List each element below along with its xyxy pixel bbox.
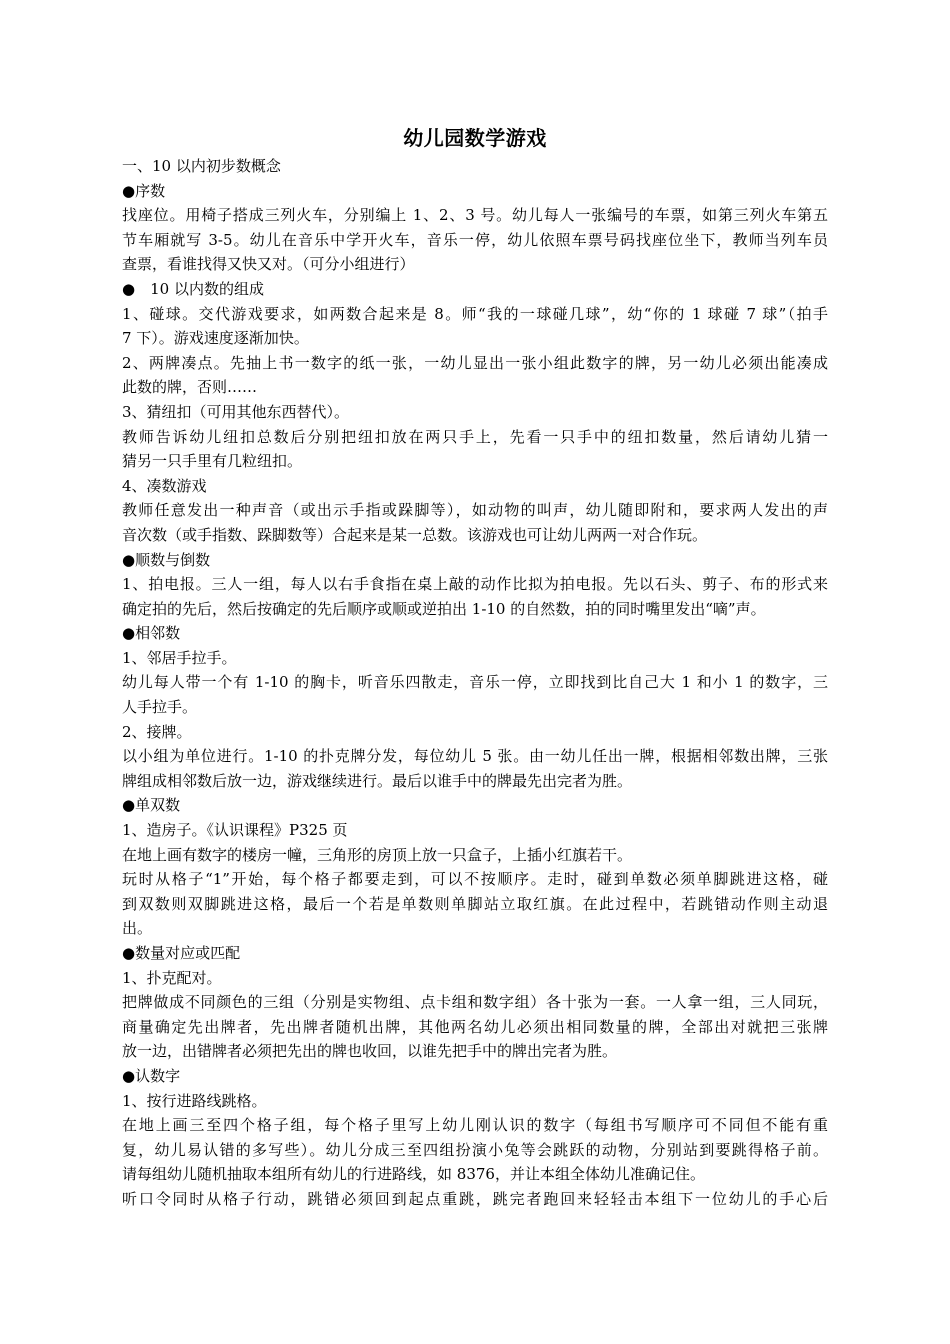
body-text-line: 玩时从格子“1”开始，每个格子都要走到，可以不按顺序。走时，碰到单数必须单脚跳进这格，碰 — [122, 870, 828, 889]
section-heading-line: 1、扑克配对。 — [122, 968, 222, 987]
body-text-line: 请每组幼儿随机抽取本组所有幼儿的行进路线，如 8376，并让本组全体幼儿准确记住。 — [122, 1165, 705, 1184]
body-text-line: 节车厢就写 3-5。幼儿在音乐中学开火车，音乐一停，幼儿依照车票号码找座位坐下，教师当列车员 — [122, 230, 828, 249]
document-page — [122, 124, 828, 1212]
body-text-line: 人手拉手。 — [122, 698, 198, 717]
body-text-line: 商量确定先出牌者，先出牌者随机出牌，其他两名幼儿必须出相同数量的牌，全部出对就把三张牌 — [122, 1017, 828, 1036]
section-heading-line: 1、造房子。《认识课程》P325 页 — [122, 821, 348, 840]
section-heading-line: 3、猜纽扣（可用其他东西替代）。 — [122, 402, 350, 421]
document-body — [122, 154, 828, 1212]
body-text-line: 1、拍电报。三人一组，每人以右手食指在桌上敲的动作比拟为拍电报。先以石头、剪子、布的形式来 — [122, 575, 828, 594]
body-text-line: 查票，看谁找得又快又对。（可分小组进行） — [122, 255, 415, 274]
body-text-line: 在地上画有数字的楼房一幢，三角形的房顶上放一只盒子，上插小红旗若干。 — [122, 845, 633, 864]
section-heading-line: 1、邻居手拉手。 — [122, 648, 237, 667]
document-title: 幼儿园数学游戏 — [403, 126, 547, 150]
body-text-line: 牌组成相邻数后放一边，游戏继续进行。最后以谁手中的牌最先出完者为胜。 — [122, 771, 633, 790]
body-text-line: 找座位。用椅子搭成三列火车，分别编上 1、2、3 号。幼儿每人一张编号的车票，如第三列火车第五 — [122, 206, 828, 225]
body-text-line: 复，幼儿易认错的多写些）。幼儿分成三至四组扮演小兔等会跳跃的动物，分别站到要跳得格子前。 — [122, 1140, 828, 1159]
section-heading-line: ●序数 — [122, 181, 166, 200]
body-text-line: 此数的牌，否则…… — [122, 378, 258, 397]
body-text-line: 以小组为单位进行。1-10 的扑克牌分发，每位幼儿 5 张。由一幼儿任出一牌，根据相邻数出牌，三张 — [122, 747, 828, 766]
body-text-line: 幼儿每人带一个有 1-10 的胸卡，听音乐四散走，音乐一停，立即找到比自己大 1 和小 1 的数字，三 — [122, 673, 828, 692]
body-text-line: 2、两牌凑点。先抽上书一数字的纸一张，一幼儿显出一张小组此数字的牌，另一幼儿必须出能凑成 — [122, 353, 828, 372]
body-text-line: 放一边，出错牌者必须把先出的牌也收回，以谁先把手中的牌出完者为胜。 — [122, 1042, 618, 1061]
body-text-line: 出。 — [122, 919, 153, 938]
body-text-line: 猜另一只手里有几粒纽扣。 — [122, 452, 303, 471]
section-heading-line: ●单双数 — [122, 796, 181, 815]
section-heading-line: ●认数字 — [122, 1066, 181, 1085]
section-heading-line: 2、接牌。 — [122, 722, 192, 741]
body-text-line: 到双数则双脚跳进这格，最后一个若是单数则单脚站立取红旗。在此过程中，若跳错动作则主动退 — [122, 894, 828, 913]
body-text-line: 教师任意发出一种声音（或出示手指或跺脚等），如动物的叫声，幼儿随即附和，要求两人发出的声 — [122, 501, 828, 520]
section-heading-line: 4、凑数游戏 — [122, 476, 207, 495]
body-text-line: 确定拍的先后，然后按确定的先后顺序或顺或逆拍出 1-10 的自然数，拍的同时嘴里发出“嘀”声。 — [122, 599, 766, 618]
body-text-line: 把牌做成不同颜色的三组（分别是实物组、点卡组和数字组）各十张为一套。一人拿一组，三人同玩， — [122, 993, 828, 1012]
body-text-line: 在地上画三至四个格子组，每个格子里写上幼儿刚认识的数字（每组书写顺序可不同但不能有重 — [122, 1116, 828, 1135]
section-heading-line: ●数量对应或匹配 — [122, 944, 241, 962]
body-text-line: 1、碰球。交代游戏要求，如两数合起来是 8。师“我的一球碰几球”，幼“你的 1 球碰 7 球”（拍手 — [122, 304, 828, 323]
body-text-line: 教师告诉幼儿纽扣总数后分别把纽扣放在两只手上，先看一只手中的纽扣数量，然后请幼儿猜一 — [122, 427, 828, 446]
body-text-line: 听口令同时从格子行动，跳错必须回到起点重跳，跳完者跑回来轻轻击本组下一位幼儿的手心后 — [122, 1189, 828, 1208]
section-heading-line: ●相邻数 — [122, 624, 181, 643]
section-heading-line: ●顺数与倒数 — [122, 550, 211, 569]
body-text-line: 音次数（或手指数、跺脚数等）合起来是某一总数。该游戏也可让幼儿两两一对合作玩。 — [122, 525, 708, 544]
body-text-line: 7 下）。游戏速度逐渐加快。 — [122, 329, 309, 348]
section-heading-line: 一、10 以内初步数概念 — [122, 157, 281, 175]
section-heading-line: 1、按行进路线跳格。 — [122, 1091, 267, 1110]
section-heading-line: ● 10 以内数的组成 — [122, 279, 264, 298]
